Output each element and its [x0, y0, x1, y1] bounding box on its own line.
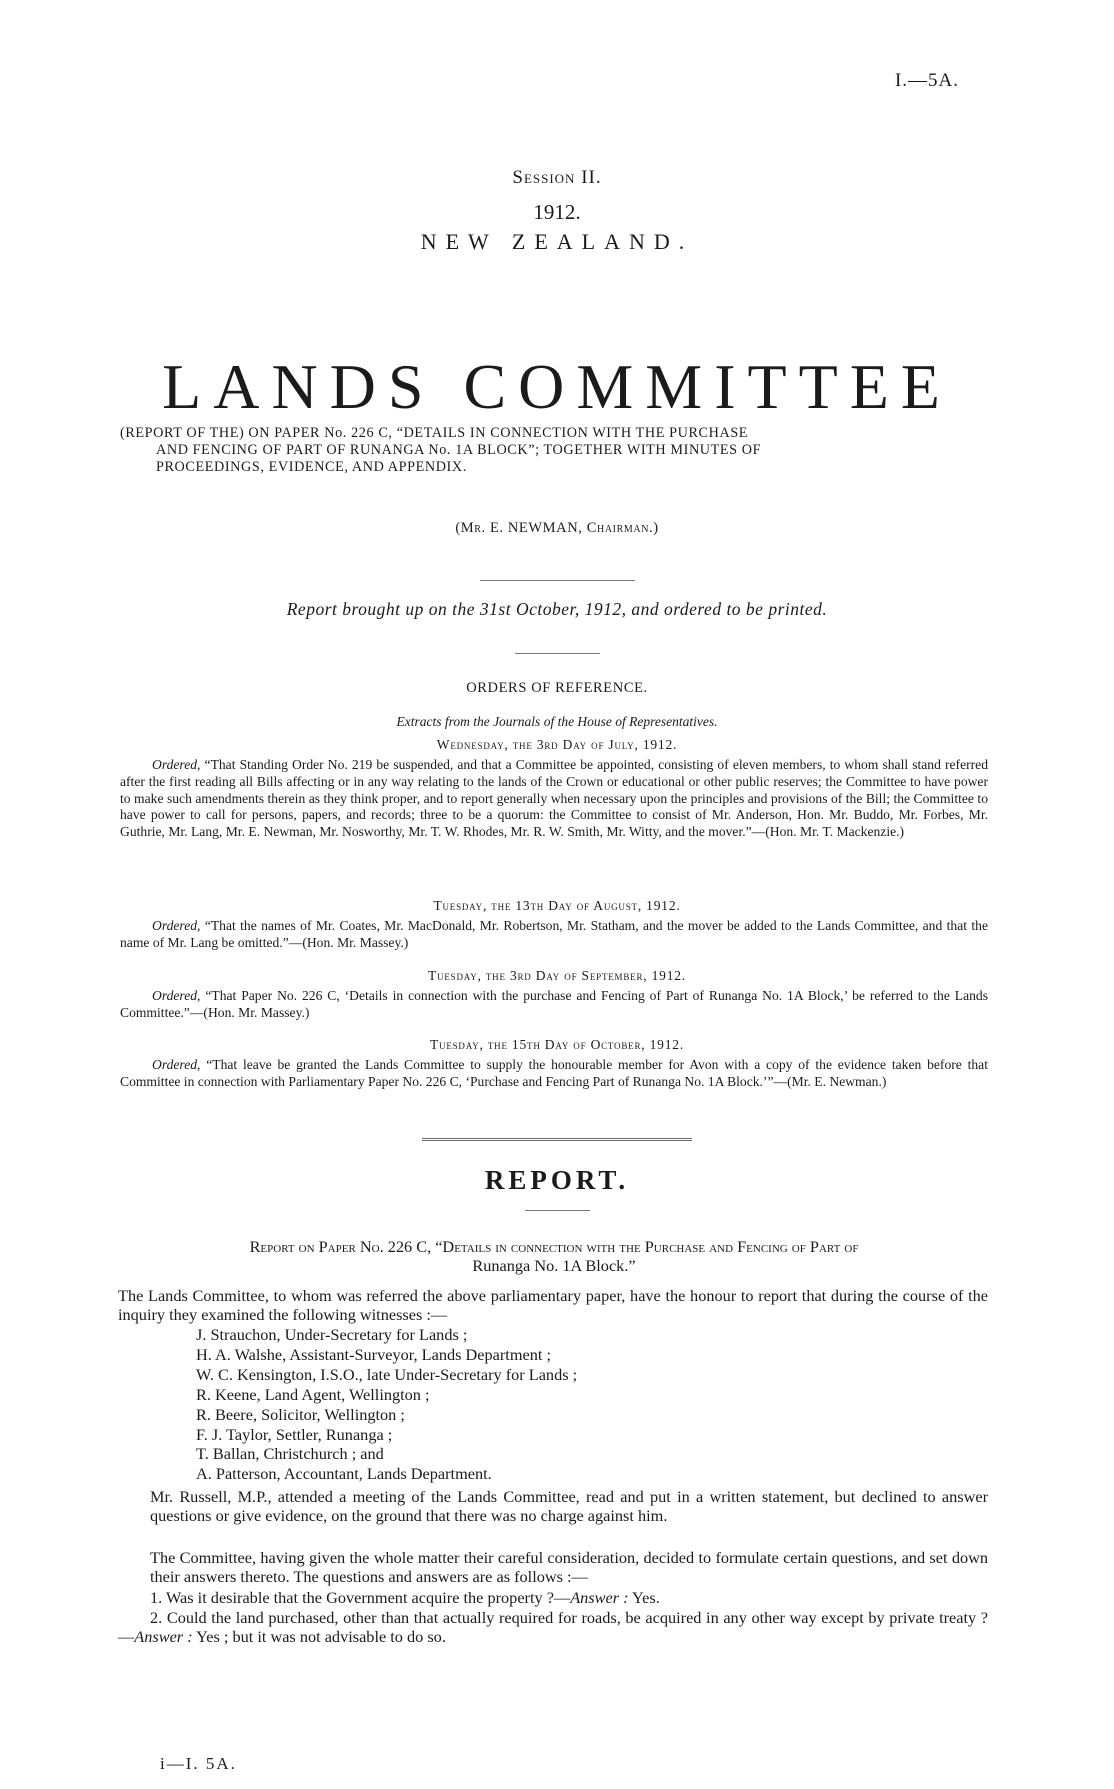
list-item: R. Keene, Land Agent, Wellington ;	[196, 1384, 430, 1404]
report-intro-paragraph: The Lands Committee, to whom was referred the above parliamentary paper, have the honour to report that during the course of the inquiry they examined the following witnesses :—	[118, 1286, 988, 1325]
chairman-line: (Mr. E. NEWMAN, Chairman.)	[455, 520, 659, 536]
order-text: “That Standing Order No. 219 be suspended, and that a Committee be appointed, consisting of eleven members, to whom shall stand referred after the first reading all Bills affecting or in any way relating to the lands of the Crown or educational or other public reserves; the Committee to have power to make such amendments therein as they think proper, and to report generally when necessary upon the principles and provisions of the Bill; the Committee to have power to call for persons, papers, and records; three to be a quorum: the Committee to consist of Mr. Anderson, Hon. Mr. Buddo, Mr. Forbes, Mr. Guthrie, Mr. Lang, Mr. E. Newman, Mr. Nosworthy, Mr. T. W. Rhodes, Mr. R. W. Smith, Mr. Witty, and the mover.”—(Hon. Mr. T. Mackenzie.)	[120, 757, 988, 840]
answer-label: Answer :	[570, 1588, 629, 1607]
divider	[525, 1210, 590, 1211]
list-item: H. A. Walshe, Assistant-Surveyor, Lands Department ;	[196, 1344, 551, 1364]
order-date: Tuesday, the 15th Day of October, 1912.	[429, 1037, 684, 1052]
russell-paragraph: Mr. Russell, M.P., attended a meeting of the Lands Committee, read and put in a written statement, but declined to answer questions or give evidence, on the ground that there was no charge against him.	[150, 1487, 988, 1526]
country-heading: NEW ZEALAND.	[420, 229, 694, 254]
report-heading: REPORT.	[484, 1165, 630, 1195]
order-lead: Ordered,	[152, 918, 201, 933]
list-item: R. Beere, Solicitor, Wellington ;	[196, 1404, 405, 1424]
divider	[515, 653, 600, 654]
page-reference: I.—5A.	[894, 70, 959, 91]
order-lead: Ordered,	[152, 757, 201, 772]
subtitle-line: AND FENCING OF PART OF RUNANGA No. 1A BLOCK”; TOGETHER WITH MINUTES OF	[156, 442, 762, 458]
order-date: Tuesday, the 3rd Day of September, 1912.	[428, 968, 686, 983]
order-date: Wednesday, the 3rd Day of July, 1912.	[436, 737, 678, 752]
order-date: Tuesday, the 13th Day of August, 1912.	[433, 898, 681, 913]
question-2	[118, 1608, 988, 1647]
answer-text: Yes ; but it was not advisable to do so.	[196, 1627, 446, 1647]
witness-list	[196, 1325, 577, 1484]
question-1	[118, 1588, 988, 1607]
order-lead: Ordered,	[152, 1057, 201, 1072]
orders-of-reference-heading: ORDERS OF REFERENCE.	[466, 680, 648, 696]
order-paragraph	[120, 757, 988, 841]
report-title-line: Report on Paper No. 226 C, “Details in connection with the Purchase and Fencing of Part of	[249, 1237, 859, 1256]
session-heading: Session II.	[512, 167, 602, 188]
answer-label: Answer :	[134, 1627, 193, 1647]
question-text: 1. Was it desirable that the Government acquire the property ?—	[150, 1588, 571, 1607]
document-title: LANDS COMMITTEE	[162, 351, 952, 422]
year-heading: 1912.	[533, 200, 581, 224]
order-paragraph	[120, 988, 988, 1022]
double-divider	[422, 1138, 692, 1141]
divider	[480, 580, 635, 581]
document-subtitle	[120, 425, 988, 476]
question-text: 2. Could the land purchased, other than that actually required for roads, be acquired in any other way except by private treaty ?—	[118, 1608, 988, 1647]
report-title	[120, 1237, 988, 1275]
order-text: “That the names of Mr. Coates, Mr. MacDonald, Mr. Robertson, Mr. Statham, and the mover be added to the Lands Committee, and that the name of Mr. Lang be omitted.”—(Hon. Mr. Massey.)	[120, 918, 988, 950]
list-item: J. Strauchon, Under-Secretary for Lands ;	[196, 1325, 468, 1344]
page-signature: i—I. 5A.	[160, 1754, 237, 1773]
report-title-line: Runanga No. 1A Block.”	[472, 1256, 636, 1275]
order-paragraph	[120, 1057, 988, 1091]
committee-paragraph: The Committee, having given the whole matter their careful consideration, decided to formulate certain questions, and set down their answers thereto. The questions and answers are as follows :—	[150, 1548, 988, 1587]
order-text: “That leave be granted the Lands Committee to supply the honourable member for Avon with a copy of the evidence taken before that Committee in connection with Parliamentary Paper No. 226 C, ‘Purchase and Fencing Part of Runanga No. 1A Block.’”—(Mr. E. Newman.)	[120, 1057, 988, 1089]
list-item: W. C. Kensington, I.S.O., late Under-Secretary for Lands ;	[196, 1364, 578, 1384]
list-item: A. Patterson, Accountant, Lands Department.	[196, 1464, 492, 1484]
journal-extracts-line: Extracts from the Journals of the House of Representatives.	[396, 714, 718, 729]
list-item: T. Ballan, Christchurch ; and	[196, 1444, 384, 1464]
answer-text: Yes.	[632, 1588, 660, 1607]
report-brought-up-line: Report brought up on the 31st October, 1912, and ordered to be printed.	[286, 599, 828, 619]
list-item: F. J. Taylor, Settler, Runanga ;	[196, 1424, 393, 1444]
order-lead: Ordered,	[152, 988, 201, 1003]
order-text: “That Paper No. 226 C, ‘Details in connection with the purchase and Fencing of Part of Runanga No. 1A Block,’ be referred to the Lands Committee.”—(Hon. Mr. Massey.)	[120, 988, 988, 1020]
subtitle-line: PROCEEDINGS, EVIDENCE, AND APPENDIX.	[156, 459, 467, 475]
order-paragraph	[120, 918, 988, 952]
subtitle-line: (REPORT OF THE) ON PAPER No. 226 C, “DETAILS IN CONNECTION WITH THE PURCHASE	[120, 425, 749, 441]
